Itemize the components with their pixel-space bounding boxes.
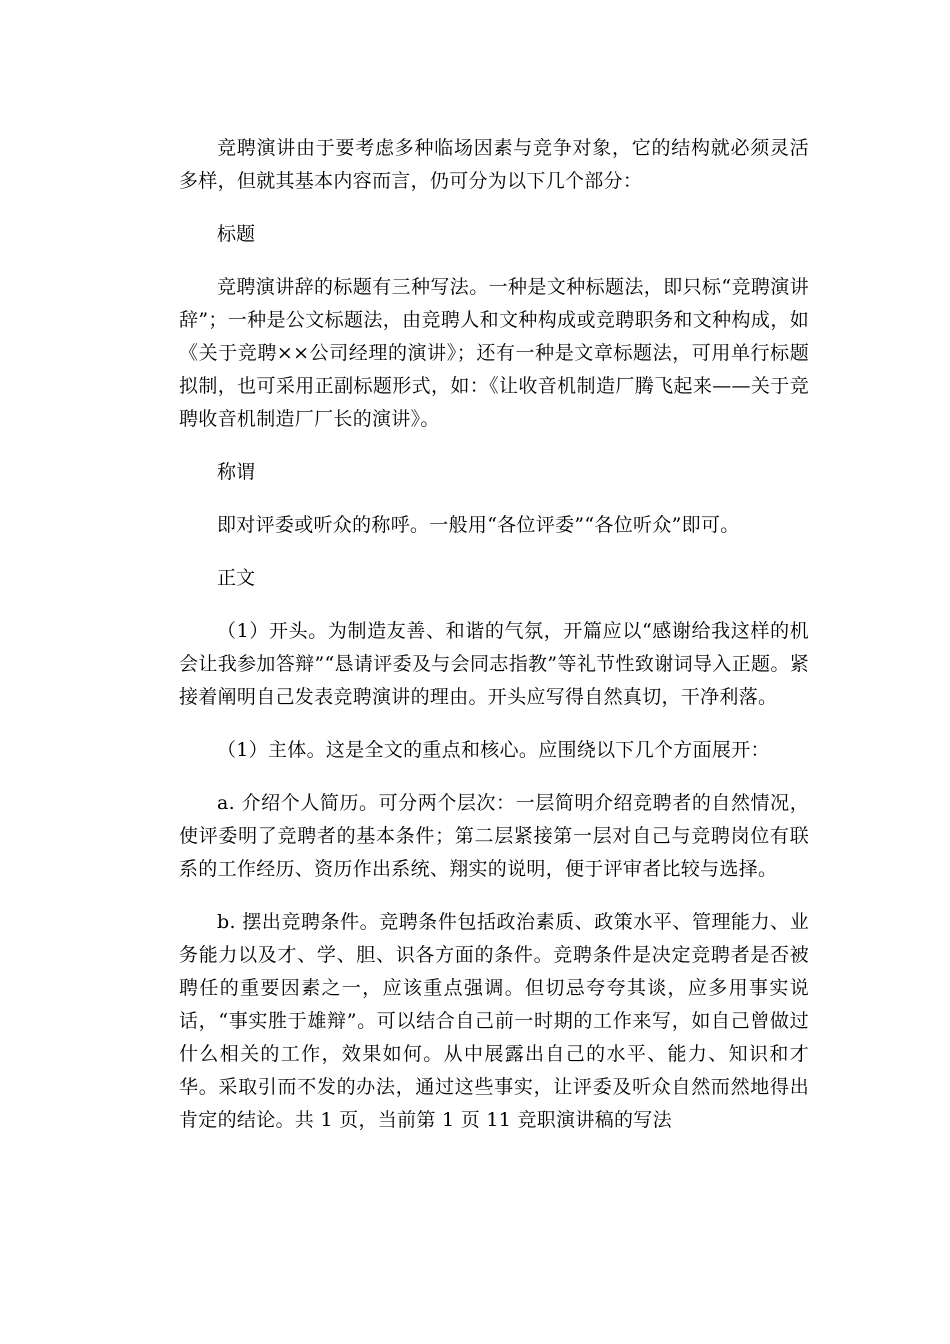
paragraph-main-body: （1）主体。这是全文的重点和核心。应围绕以下几个方面展开：: [217, 739, 770, 761]
paragraph-opening: （1）开头。为制造友善、和谐的气氛，开篇应以“感谢给我这样的机会让我参加答辩”“恳请评委及与会同志指教”等礼节性致谢词导入正题。紧接着阐明自己发表竞聘演讲的理由。开头应写得自然真切，干净利落。: [179, 620, 809, 708]
document-body: [179, 132, 809, 1157]
paragraph-resume: a. 介绍个人简历。可分两个层次：一层简明介绍竞聘者的自然情况，使评委明了竞聘者的基本条件；第二层紧接第一层对自己与竞聘岗位有联系的工作经历、资历作出系统、翔实的说明，便于评审者比较与选择。: [179, 792, 809, 880]
paragraph-intro: 竞聘演讲由于要考虑多种临场因素与竞争对象，它的结构就必须灵活多样，但就其基本内容而言，仍可分为以下几个部分：: [179, 137, 809, 192]
section-heading-salutation: 称谓: [217, 461, 256, 483]
section-heading-title: 标题: [217, 223, 256, 245]
paragraph-salutation: 即对评委或听众的称呼。一般用“各位评委”“各位听众”即可。: [217, 514, 740, 536]
section-heading-body: 正文: [217, 567, 256, 589]
paragraph-conditions: b. 摆出竞聘条件。竞聘条件包括政治素质、政策水平、管理能力、业务能力以及才、学、胆、识各方面的条件。竞聘条件是决定竞聘者是否被聘任的重要因素之一，应该重点强调。但切忌夸夸其谈，应多用事实说话，“事实胜于雄辩”。可以结合自己前一时期的工作来写，如自己曾做过什么相关的工作，效果如何。从中展露出自己的水平、能力、知识和才华。采取引而不发的办法，通过这些事实，让评委及听众自然而然地得出肯定的结论。共 1 页，当前第 1 页 11 竞职演讲稿的写法: [179, 911, 809, 1131]
paragraph-title-methods: 竞聘演讲辞的标题有三种写法。一种是文种标题法，即只标“竞聘演讲辞”；一种是公文标题法，由竞聘人和文种构成或竞聘职务和文种构成，如《关于竞聘××公司经理的演讲》；还有一种是文章标题法，可用单行标题拟制，也可采用正副标题形式，如：《让收音机制造厂腾飞起来——关于竞聘收音机制造厂厂长的演讲》。: [179, 276, 809, 430]
